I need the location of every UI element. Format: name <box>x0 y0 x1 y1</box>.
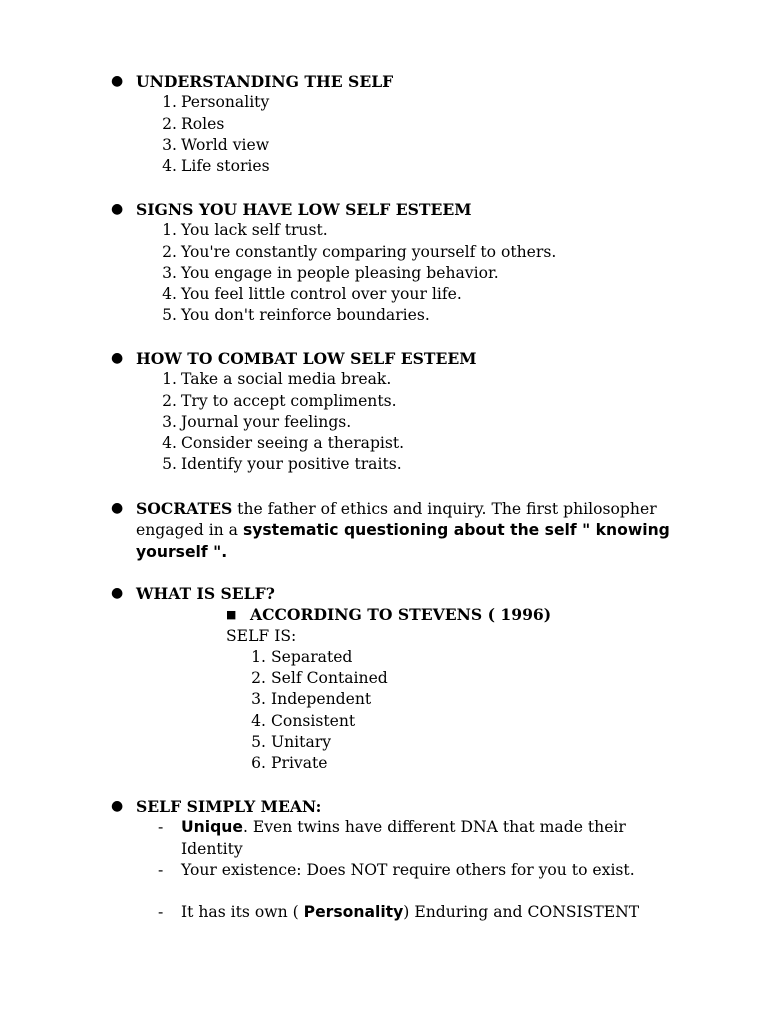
list-number: 6. <box>251 754 266 773</box>
section-low-self-esteem-signs <box>0 199 768 327</box>
list-number: 1. <box>162 93 177 112</box>
dash-marker: - <box>158 860 164 879</box>
bullet: ● <box>111 350 124 366</box>
list-item: Separated <box>271 647 353 666</box>
list-item: Try to accept compliments. <box>181 391 397 410</box>
dash-item <box>0 860 768 903</box>
list-number: 3. <box>162 135 177 154</box>
list-number: 2. <box>162 114 177 133</box>
socrates-paragraph <box>136 498 696 563</box>
list-number: 4. <box>162 157 177 176</box>
list-item: Life stories <box>181 157 270 176</box>
list-number: 4. <box>251 711 266 730</box>
unique-description: . Even twins have different DNA that made their Identity <box>181 818 626 858</box>
list-item: Self Contained <box>271 669 388 688</box>
bullet: ● <box>111 500 124 516</box>
list-item: Take a social media break. <box>181 370 392 389</box>
list-number: 2. <box>162 391 177 410</box>
list-item: You're constantly comparing yourself to others. <box>181 242 557 261</box>
unique-term: Unique <box>181 818 243 837</box>
dash-item <box>0 817 768 860</box>
list-number: 5. <box>251 733 266 752</box>
socrates-name: SOCRATES <box>136 499 233 518</box>
section-self-simply-mean <box>0 796 768 945</box>
socrates-text: the father of ethics and inquiry. The first philosopher engaged in a <box>136 500 657 540</box>
list-item: Private <box>271 754 328 773</box>
section-heading: UNDERSTANDING THE SELF <box>136 72 394 91</box>
bullet: ● <box>111 73 124 89</box>
section-what-is-self <box>0 583 768 775</box>
list-number: 3. <box>251 690 266 709</box>
square-bullet: ■ <box>226 608 237 622</box>
dash-marker: - <box>158 903 164 922</box>
bullet: ● <box>111 585 124 601</box>
section-heading: WHAT IS SELF? <box>136 584 275 603</box>
dash-item-text <box>181 817 661 860</box>
list-number: 4. <box>162 285 177 304</box>
personality-suffix: ) Enduring and CONSISTENT <box>403 903 640 922</box>
bullet: ● <box>111 798 124 814</box>
list-number: 1. <box>162 370 177 389</box>
dash-item-text <box>181 902 661 923</box>
bullet: ● <box>111 201 124 217</box>
list-number: 2. <box>251 669 266 688</box>
list-number: 5. <box>162 306 177 325</box>
list-number: 2. <box>162 242 177 261</box>
list-item: You lack self trust. <box>181 221 328 240</box>
dash-item-text: Your existence: Does NOT require others for you to exist. <box>181 860 635 879</box>
list-item: Consider seeing a therapist. <box>181 434 405 453</box>
list-item: Independent <box>271 690 372 709</box>
list-number: 1. <box>251 647 266 666</box>
list-item: You feel little control over your life. <box>181 285 462 304</box>
personality-prefix: It has its own ( <box>181 903 304 922</box>
list-number: 3. <box>162 263 177 282</box>
personality-term: Personality <box>303 903 404 922</box>
self-is-label: SELF IS: <box>226 626 297 645</box>
list-number: 1. <box>162 221 177 240</box>
list-number: 4. <box>162 434 177 453</box>
section-combat-low-self-esteem <box>0 348 768 476</box>
list-number: 3. <box>162 412 177 431</box>
list-item: You don't reinforce boundaries. <box>181 306 430 325</box>
list-number: 5. <box>162 455 177 474</box>
subheading: ACCORDING TO STEVENS ( 1996) <box>250 605 552 625</box>
list-item: Roles <box>181 114 225 133</box>
list-item: Unitary <box>271 733 331 752</box>
list-item: Personality <box>181 93 270 112</box>
socrates-emphasis: systematic questioning about the self " knowing yourself ". <box>136 521 670 561</box>
section-understanding-self <box>0 71 768 177</box>
section-heading: SIGNS YOU HAVE LOW SELF ESTEEM <box>136 200 472 219</box>
section-heading: HOW TO COMBAT LOW SELF ESTEEM <box>136 349 477 368</box>
section-heading: SELF SIMPLY MEAN: <box>136 797 322 816</box>
dash-marker: - <box>158 818 164 837</box>
list-item: World view <box>181 135 270 154</box>
dash-item <box>0 902 768 945</box>
list-item: Consistent <box>271 711 356 730</box>
list-item: Journal your feelings. <box>181 412 352 431</box>
list-item: Identify your positive traits. <box>181 455 402 474</box>
list-item: You engage in people pleasing behavior. <box>181 263 499 282</box>
